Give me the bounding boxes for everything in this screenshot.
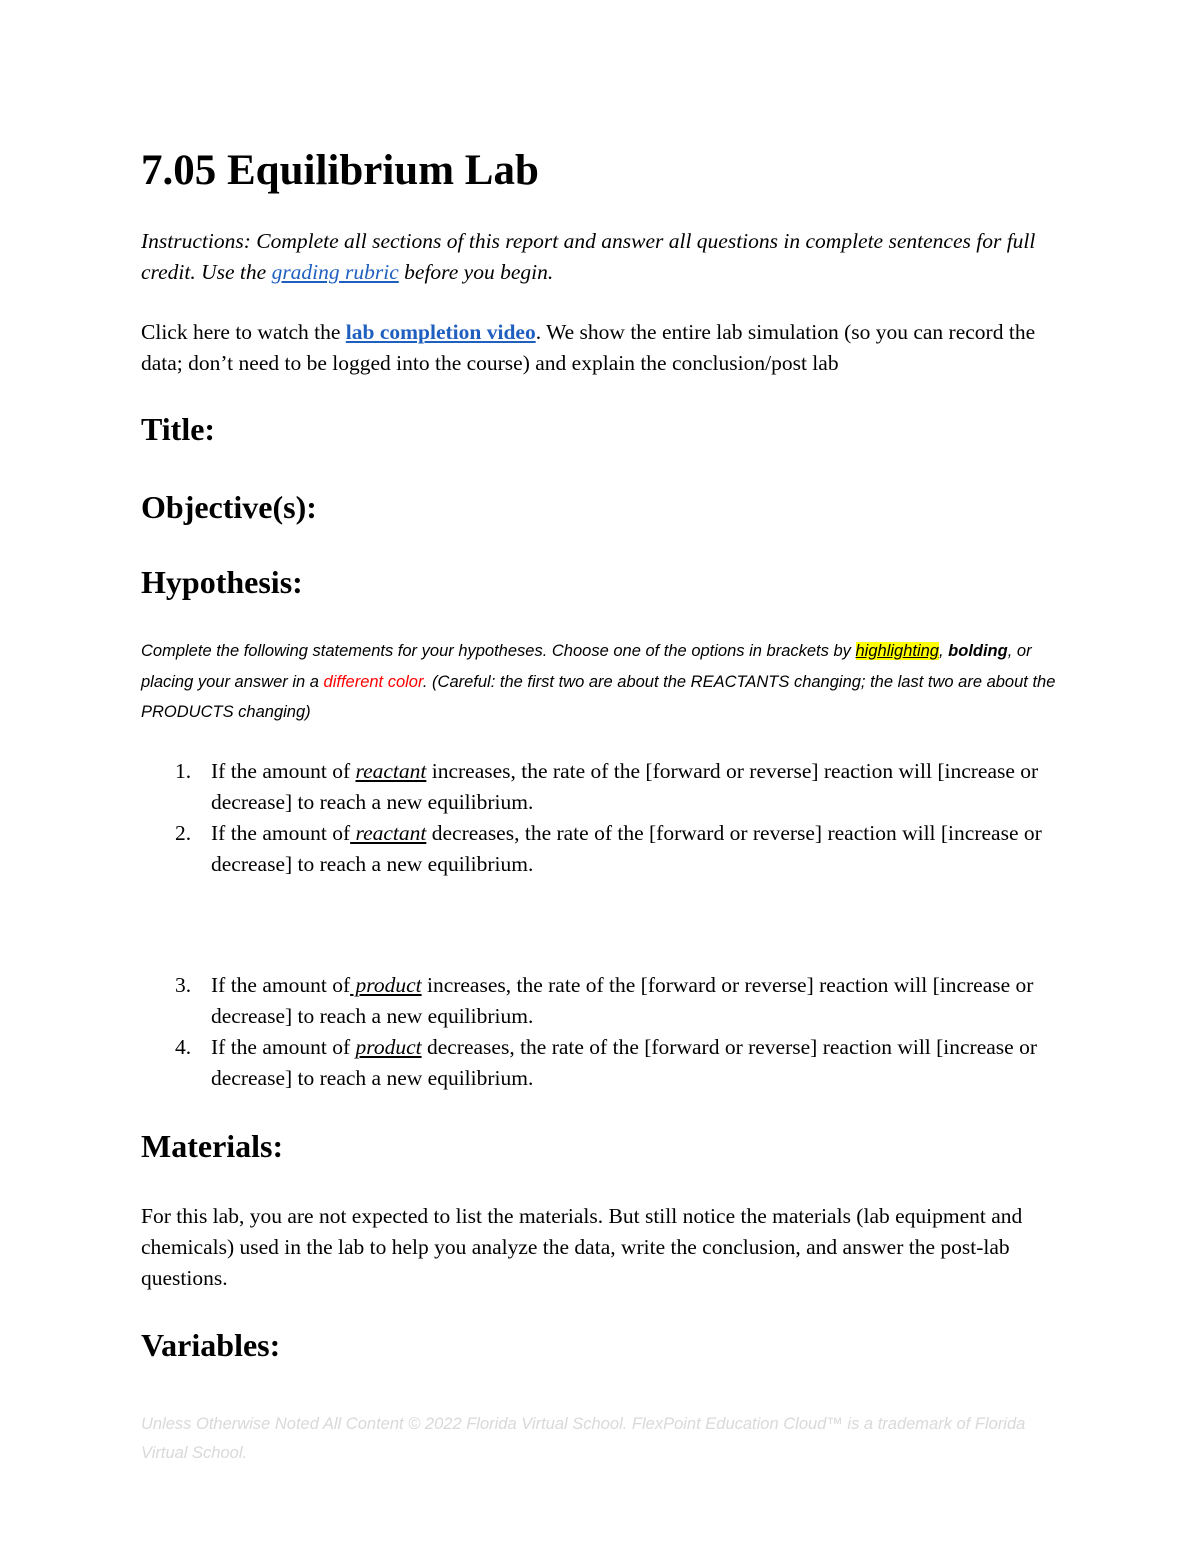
heading-variables: Variables: bbox=[141, 1327, 281, 1363]
heading-title: Title: bbox=[141, 411, 216, 447]
grading-rubric-link[interactable]: grading rubric bbox=[271, 260, 399, 284]
item-text: increases, the rate of the [forward or reverse] reaction will [increase or decrease] to reach a new equilibrium. bbox=[211, 973, 1034, 1028]
materials-paragraph: For this lab, you are not expected to list the materials. But still notice the materials (lab equipment and chemicals) used in the lab to help you analyze the data, write the conclusion, and answer the post-lab questions. bbox=[141, 1204, 1023, 1290]
item-text: decreases, the rate of the [forward or reverse] reaction will [increase or decrease] to reach a new equilibrium. bbox=[211, 821, 1042, 876]
hypothesis-item-3 bbox=[141, 970, 1071, 1032]
different-color-word: different color bbox=[323, 672, 423, 691]
note-text-2: , or placing your answer in a bbox=[141, 642, 1032, 691]
instructions-text-end: before you begin. bbox=[398, 260, 554, 284]
heading-materials: Materials: bbox=[141, 1128, 284, 1164]
item-term: product bbox=[355, 1035, 422, 1059]
item-text: If the amount of bbox=[211, 821, 351, 845]
intro-paragraph bbox=[141, 317, 1071, 379]
heading-hypothesis: Hypothesis: bbox=[141, 564, 303, 600]
item-number: 2. bbox=[175, 821, 192, 845]
item-text: If the amount of bbox=[211, 1035, 356, 1059]
heading-objectives: Objective(s): bbox=[141, 489, 317, 525]
hypothesis-list-reactants bbox=[141, 756, 1071, 880]
page-title: 7.05 Equilibrium Lab bbox=[141, 147, 539, 194]
item-number: 4. bbox=[175, 1035, 192, 1059]
item-text: If the amount of bbox=[211, 973, 351, 997]
note-text-1: Complete the following statements for your hypotheses. Choose one of the options in brackets by bbox=[141, 642, 856, 660]
item-text: If the amount of bbox=[211, 759, 356, 783]
intro-text-start: Click here to watch the bbox=[141, 320, 346, 344]
item-text: decreases, the rate of the [forward or reverse] reaction will [increase or decrease] to reach a new equilibrium. bbox=[211, 1035, 1037, 1090]
intro-text-end: . We show the entire lab simulation (so you can record the data; don’t need to be logged into the course) and explain the conclusion/post lab bbox=[141, 320, 1036, 375]
item-term: product bbox=[350, 973, 422, 997]
hypothesis-item-2 bbox=[141, 818, 1071, 880]
note-comma: , bbox=[938, 642, 949, 660]
note-text-3: . (Careful: the first two are about the REACTANTS changing; the last two are about the PRODUCTS changing) bbox=[141, 672, 1056, 721]
item-number: 1. bbox=[175, 759, 192, 783]
hypothesis-item-4 bbox=[141, 1032, 1071, 1094]
highlighting-word: highlighting bbox=[855, 642, 939, 660]
item-text: increases, the rate of the [forward or reverse] reaction will [increase or decrease] to reach a new equilibrium. bbox=[211, 759, 1039, 814]
bolding-word: bolding bbox=[948, 642, 1008, 660]
copyright-footer: Unless Otherwise Noted All Content © 2022 Florida Virtual School. FlexPoint Education Cloud™ is a trademark of Florida Virtual School. bbox=[141, 1415, 1026, 1462]
instructions-paragraph bbox=[141, 226, 1071, 288]
instructions-text-start: Instructions: Complete all sections of this report and answer all questions in complete sentences for full credit. Use the bbox=[141, 229, 1036, 284]
hypothesis-list-products bbox=[141, 970, 1071, 1094]
lab-completion-video-link[interactable]: lab completion video bbox=[345, 320, 536, 344]
item-term: reactant bbox=[355, 759, 427, 783]
item-term: reactant bbox=[350, 821, 427, 845]
hypothesis-instructions bbox=[141, 636, 1071, 728]
hypothesis-item-1 bbox=[141, 756, 1071, 818]
item-number: 3. bbox=[175, 973, 192, 997]
